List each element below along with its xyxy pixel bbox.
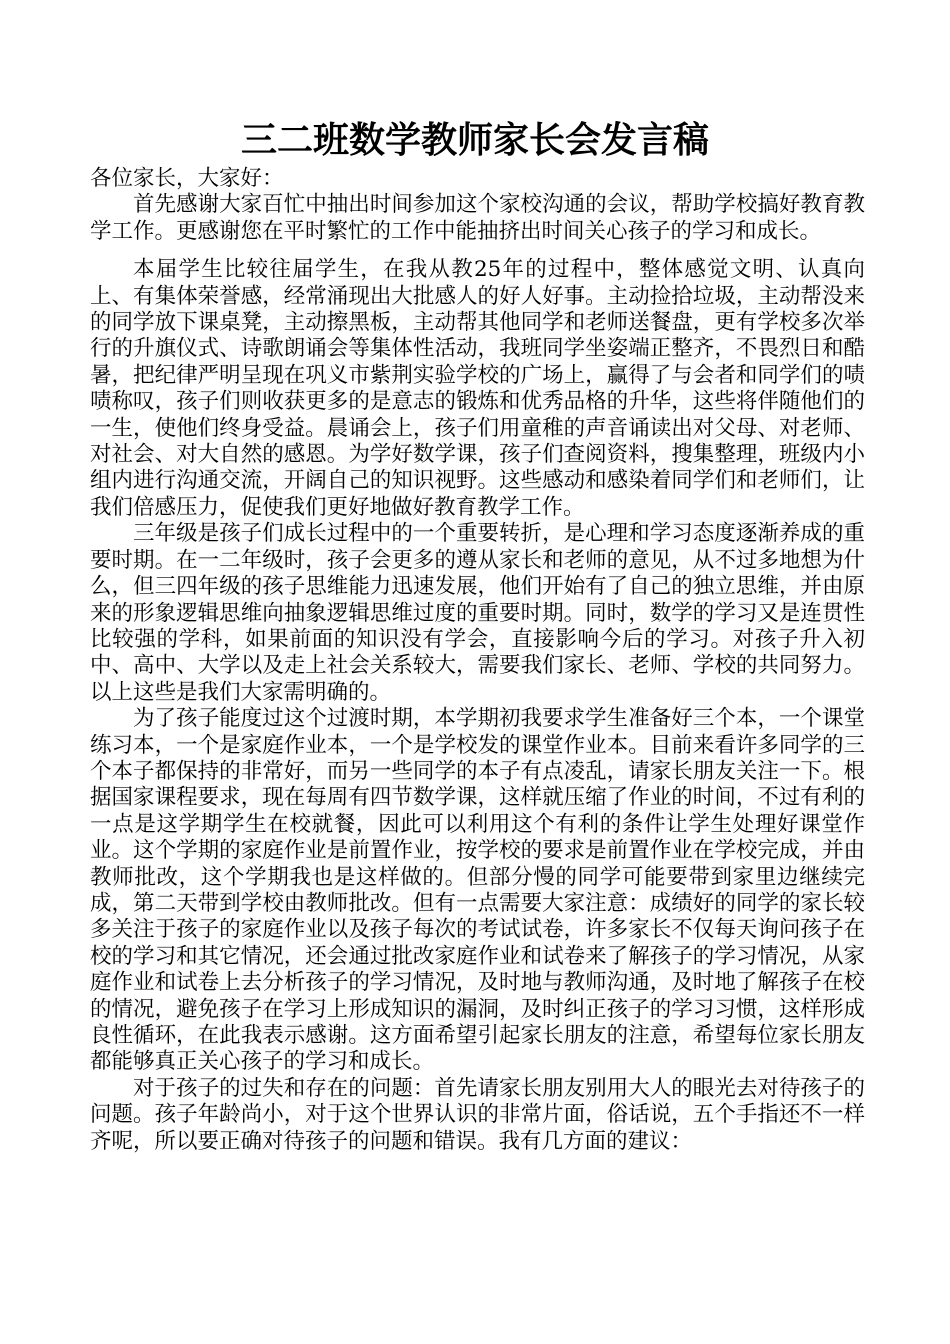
paragraph-1: 首先感谢大家百忙中抽出时间参加这个家校沟通的会议，帮助学校搞好教育教学工作。更感谢您在平时繁忙的工作中能抽挤出时间关心孩子的学习和成长。 (90, 192, 865, 244)
greeting: 各位家长，大家好： (90, 166, 284, 191)
paragraph-3: 三年级是孩子们成长过程中的一个重要转折，是心理和学习态度逐渐养成的重要时期。在一二年级时，孩子会更多的遵从家长和老师的意见，从不过多地想为什么，但三四年级的孩子思维能力迅速发展，他们开始有了自己的独立思维，并由原来的形象逻辑思维向抽象逻辑思维过度的重要时期。同时，数学的学习又是连贯性比较强的学科，如果前面的知识没有学会，直接影响今后的学习。对孩子升入初中、高中、大学以及走上社会关系较大，需要我们家长、老师、学校的共同努力。以上这些是我们大家需明确的。 (90, 521, 865, 705)
document-title: 三二班数学教师家长会发言稿 (240, 119, 709, 161)
paragraph-4: 为了孩子能度过这个过渡时期，本学期初我要求学生准备好三个本，一个课堂练习本，一个是家庭作业本，一个是学校发的课堂作业本。目前来看许多同学的三个本子都保持的非常好，而另一些同学的本子有点凌乱，请家长朋友关注一下。根据国家课程要求，现在每周有四节数学课，这样就压缩了作业的时间，不过有利的一点是这学期学生在校就餐，因此可以利用这个有利的条件让学生处理好课堂作业。这个学期的家庭作业是前置作业，按学校的要求是前置作业在学校完成，并由教师批改，这个学期我也是这样做的。但部分慢的同学可能要带到家里边继续完成，第二天带到学校由教师批改。但有一点需要大家注意：成绩好的同学的家长较多关注于孩子的家庭作业以及孩子每次的考试试卷，许多家长不仅每天询问孩子在校的学习和其它情况，还会通过批改家庭作业和试卷来了解孩子的学习情况，从家庭作业和试卷上去分析孩子的学习情况，及时地与教师沟通，及时地了解孩子在校的情况，避免孩子在学习上形成知识的漏洞，及时纠正孩子的学习习惯，这样形成良性循环，在此我表示感谢。这方面希望引起家长朋友的注意，希望每位家长朋友都能够真正关心孩子的学习和成长。 (90, 706, 865, 1075)
paragraph-5: 对于孩子的过失和存在的问题：首先请家长朋友别用大人的眼光去对待孩子的问题。孩子年龄尚小，对于这个世界认识的非常片面，俗话说，五个手指还不一样齐呢，所以要正确对待孩子的问题和错误。我有几方面的建议： (90, 1075, 865, 1154)
paragraph-2: 本届学生比较往届学生，在我从教25年的过程中，整体感觉文明、认真向上、有集体荣誉感，经常涌现出大批感人的好人好事。主动捡拾垃圾，主动帮没来的同学放下课桌凳，主动擦黑板，主动帮其他同学和老师送餐盘，更有学校多次举行的升旗仪式、诗歌朗诵会等集体性活动，我班同学坐姿端正整齐，不畏烈日和酷暑，把纪律严明呈现在巩义市紫荆实验学校的广场上，赢得了与会者和同学们的啧啧称叹，孩子们则收获更多的是意志的锻炼和优秀品格的升华，这些将伴随他们的一生，使他们终身受益。晨诵会上，孩子们用童稚的声音诵读出对父母、对老师、对社会、对大自然的感恩。为学好数学课，孩子们查阅资料，搜集整理，班级内小组内进行沟通交流，开阔自己的知识视野。这些感动和感染着同学们和老师们，让我们倍感压力，促使我们更好地做好教育教学工作。 (90, 257, 865, 520)
document-body (90, 166, 865, 1155)
